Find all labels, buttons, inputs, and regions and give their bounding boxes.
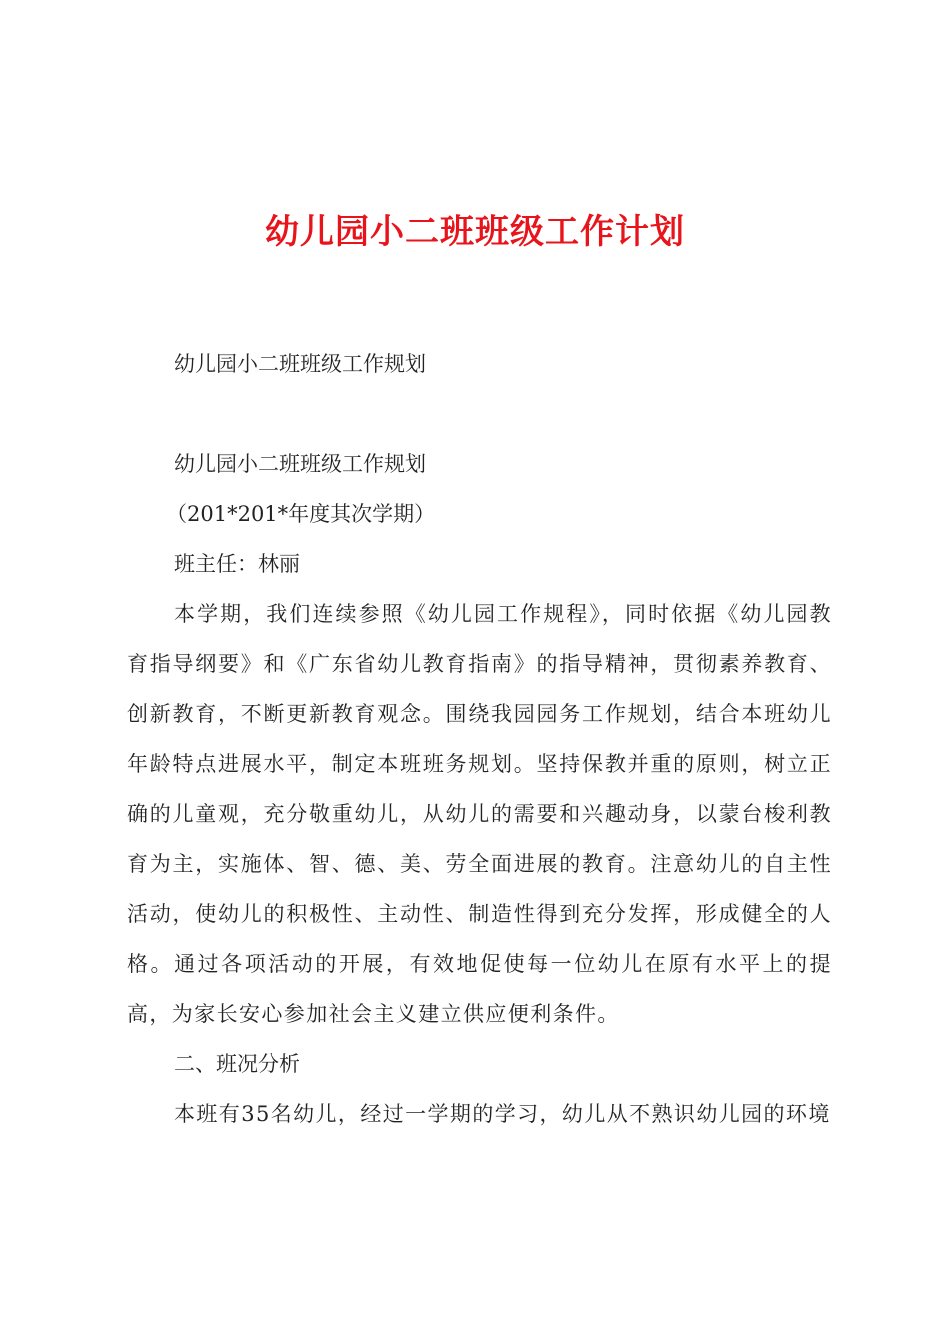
plan-heading: 幼儿园小二班班级工作规划 [174,452,426,476]
class-analysis-paragraph: 本班有35名幼儿，经过一学期的学习，幼儿从不熟识幼儿园的环境 [174,1102,831,1126]
intro-paragraph: 本学期，我们连续参照《幼儿园工作规程》，同时依据《幼儿园教育指导纲要》和《广东省幼儿教育指南》的指导精神，贯彻素养教育、创新教育，不断更新教育观念。围绕我园园务工作规划，结合本班幼儿年龄特点进展水平，制定本班班务规划。坚持保教并重的原则，树立正确的儿童观，充分敬重幼儿，从幼儿的需要和兴趣动身，以蒙台梭利教育为主，实施体、智、德、美、劳全面进展的教育。注意幼儿的自主性活动，使幼儿的积极性、主动性、制造性得到充分发挥，形成健全的人格。通过各项活动的开展，有效地促使每一位幼儿在原有水平上的提高，为家长安心参加社会主义建立供应便利条件。 [127,602,832,1026]
teacher-label: 班主任：林丽 [174,552,300,576]
document-subtitle: 幼儿园小二班班级工作规划 [174,352,426,376]
document-title: 幼儿园小二班班级工作计划 [265,212,685,252]
section-heading-class-analysis: 二、班况分析 [174,1052,300,1076]
term-label: （201*201*年度其次学期） [166,502,436,526]
